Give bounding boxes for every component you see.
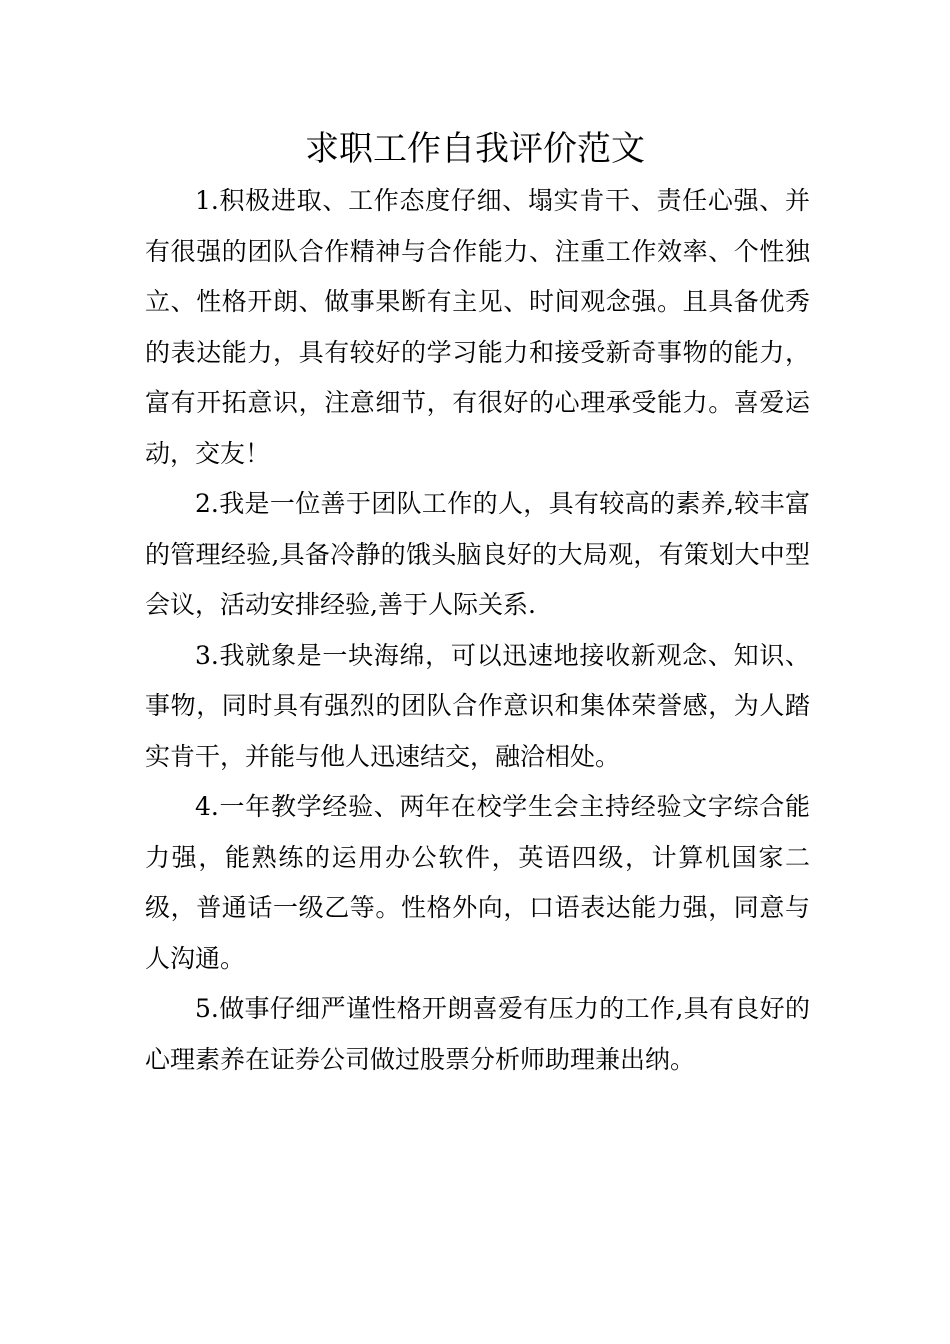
paragraph-2: 2.我是一位善于团队工作的人，具有较高的素养,较丰富的管理经验,具备冷静的饿头脑良好的大局观，有策划大中型会议，活动安排经验,善于人际关系.	[145, 489, 810, 619]
document-title: 求职工作自我评价范文	[305, 129, 645, 169]
paragraph-1: 1.积极进取、工作态度仔细、塌实肯干、责任心强、并有很强的团队合作精神与合作能力、注重工作效率、个性独立、性格开朗、做事果断有主见、时间观念强。且具备优秀的表达能力，具有较好的学习能力和接受新奇事物的能力，富有开拓意识，注意细节，有很好的心理承受能力。喜爱运动，交友！	[145, 186, 810, 468]
paragraph-3: 3.我就象是一块海绵，可以迅速地接收新观念、知识、事物，同时具有强烈的团队合作意识和集体荣誉感，为人踏实肯干，并能与他人迅速结交，融洽相处。	[145, 640, 810, 771]
paragraph-4: 4.一年教学经验、两年在校学生会主持经验文字综合能力强，能熟练的运用办公软件，英语四级，计算机国家二级，普通话一级乙等。性格外向，口语表达能力强，同意与人沟通。	[145, 792, 810, 973]
document-body	[145, 176, 810, 1085]
paragraph-5: 5.做事仔细严谨性格开朗喜爱有压力的工作,具有良好的心理素养在证券公司做过股票分析师助理兼出纳。	[145, 994, 810, 1074]
